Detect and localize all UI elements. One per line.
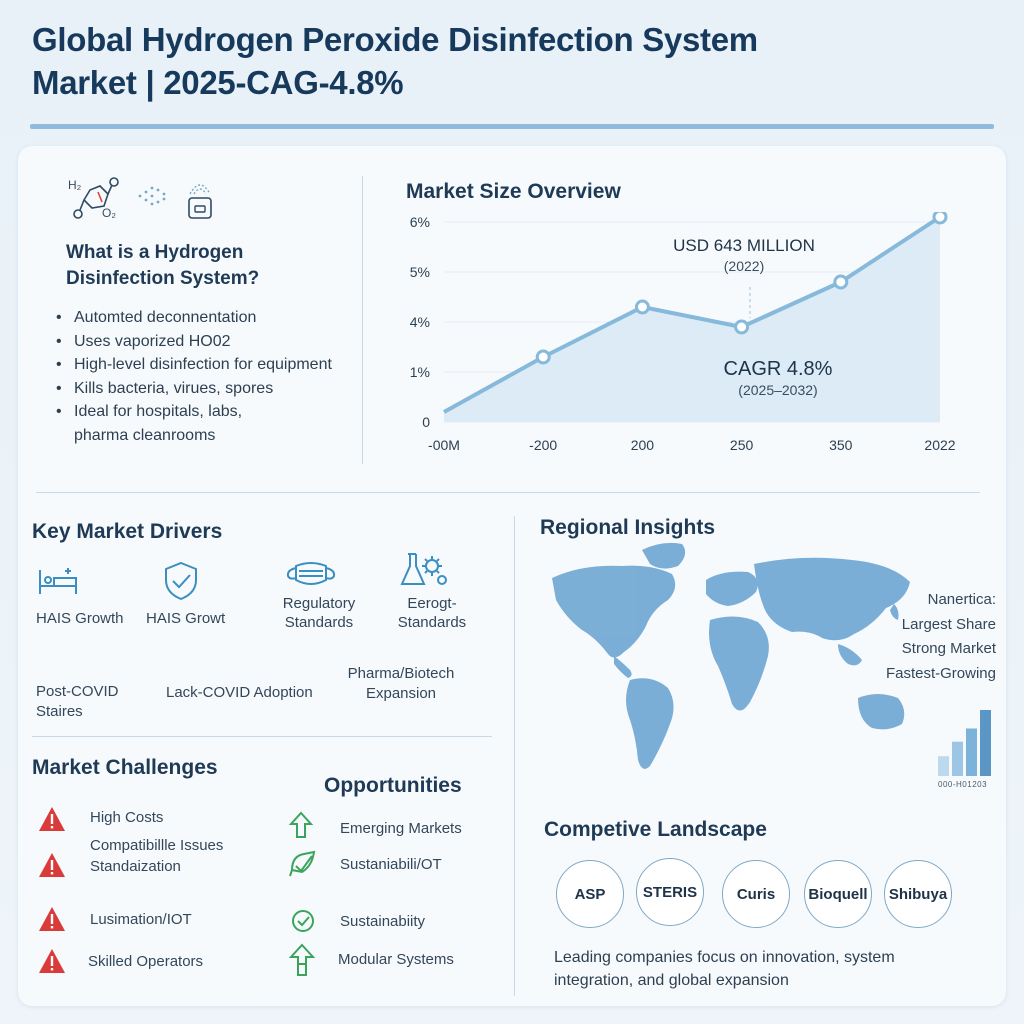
company-logo-steris [636,858,704,926]
data-point [835,276,847,288]
competitive-heading: Competive Landscape [544,818,767,841]
y-tick-label: 4% [409,314,430,330]
callout-year: (2022) [723,258,765,274]
recycle-icon [290,908,316,939]
arrow-up-icon [288,942,316,983]
title-underline [30,124,994,129]
opportunity-item: Emerging Markets [340,820,462,837]
company-logo-bioquell [804,860,872,928]
company-logo-shibuya [884,860,952,928]
y-tick-label: 6% [409,214,430,230]
divider [36,492,980,493]
regional-note: Nanertica: [927,591,996,608]
bar-caption: 000-H01203 [938,780,988,789]
company-name: STERIS [642,883,698,901]
company-name: ASP [574,885,606,903]
list-item: • Automted deconnentation [54,306,374,330]
driver-label: Eerogt- Standards [397,595,467,631]
cagr-value: CAGR 4.8% [723,358,833,380]
greenland-shape [642,543,685,569]
opportunity-item: Sustainabiity [340,913,426,930]
title-line-2: Market | 2025-CAG-4.8% [32,64,404,101]
company-logo-curis [722,860,790,928]
spray-icon [136,184,170,213]
driver-label: Pharma/Biotech Expansion [347,665,455,702]
opportunity-item: Sustaniabili/OT [340,856,442,873]
regional-note: Largest Share [901,615,996,633]
challenge-item: Standaization [90,858,181,875]
challenges-heading: Market Challenges [32,756,218,779]
company-logo-asp [556,860,624,928]
driver-label: Regulatory Standards [282,595,356,631]
driver-label: Post-COVID Staires [36,683,119,720]
arrow-up-icon [288,810,314,845]
face-mask-icon [284,560,338,595]
divider [514,516,515,996]
challenge-item: High Costs [90,809,164,826]
warning-icon [38,806,66,837]
mini-bar [966,728,977,776]
challenge-item: Lusimation/IOT [90,911,192,928]
page-title [32,18,952,104]
company-name: Shibuya [888,885,948,903]
africa-shape [709,616,769,710]
list-item: • Ideal for hospitals, labs, pharma cleanrooms [54,400,284,447]
shield-check-icon [162,560,200,607]
x-tick-label: -200 [529,437,558,453]
x-tick-label: 350 [829,437,853,453]
fogging-device-icon [184,176,216,227]
mini-bar [938,756,949,776]
warning-icon [38,906,66,937]
driver-label: Lack-COVID Adoption [166,684,313,701]
south-america-shape [626,678,674,769]
leaf-check-icon [288,846,318,883]
data-point [934,212,946,223]
content-panel [18,146,1006,1006]
world-map [522,534,922,784]
regional-note: Strong Market [901,640,996,657]
lab-gear-icon [398,550,450,595]
hospital-bed-icon [36,564,80,603]
list-item: • Uses vaporized HO02 [54,330,374,354]
list-item: • High-level disinfection for equipment [54,353,374,377]
company-name: Curis [736,885,776,903]
data-point [736,321,748,333]
callout-value: USD 643 MILLION [673,236,815,255]
market-size-heading: Market Size Overview [406,180,621,203]
data-point [636,301,648,313]
challenge-item: Compatibillle Issues [90,837,224,854]
regional-bar-chart [934,706,994,778]
company-name: Bioquell [808,885,868,903]
cagr-years: (2025–2032) [738,382,818,398]
competitive-footer: Leading companies focus on innovation, system integration, and global expansion [554,949,895,989]
divider [32,736,492,737]
southeast-asia-shape [838,644,862,665]
europe-shape [706,572,758,606]
central-america-shape [614,656,632,678]
x-tick-label: 250 [729,437,754,453]
warning-icon [38,948,66,979]
formula-top: H₂ [68,178,82,192]
warning-icon [38,852,66,883]
y-tick-label: 0 [422,414,430,430]
title-line-1: Global Hydrogen Peroxide Disinfection System [32,21,758,58]
regional-note: Fastest-Growing [885,664,996,682]
data-point [537,351,549,363]
regional-notes [886,588,996,686]
x-tick-label: 2022 [924,437,956,453]
mini-bar [952,742,963,776]
driver-label: HAIS Growth [36,610,124,627]
divider [362,176,363,464]
opportunities-heading: Opportunities [324,774,462,797]
drivers-heading: Key Market Drivers [32,520,223,543]
challenge-item: Skilled Operators [88,953,204,970]
x-tick-label: -00M [428,437,460,453]
driver-label: HAIS Growt [146,610,226,627]
opportunity-item: Modular Systems [338,951,454,968]
north-america-shape [552,566,675,658]
australia-shape [858,694,904,729]
formula-bottom: O₂ [102,206,116,220]
what-is-heading: What is a Hydrogen Disinfection System? [66,242,260,289]
mini-bar [980,710,991,776]
what-is-list [54,306,374,447]
x-tick-label: 200 [630,437,655,453]
list-item: • Kills bacteria, virues, spores [54,377,374,401]
y-tick-label: 5% [409,264,430,280]
regional-heading: Regional Insights [540,516,716,539]
y-tick-label: 1% [409,364,430,380]
